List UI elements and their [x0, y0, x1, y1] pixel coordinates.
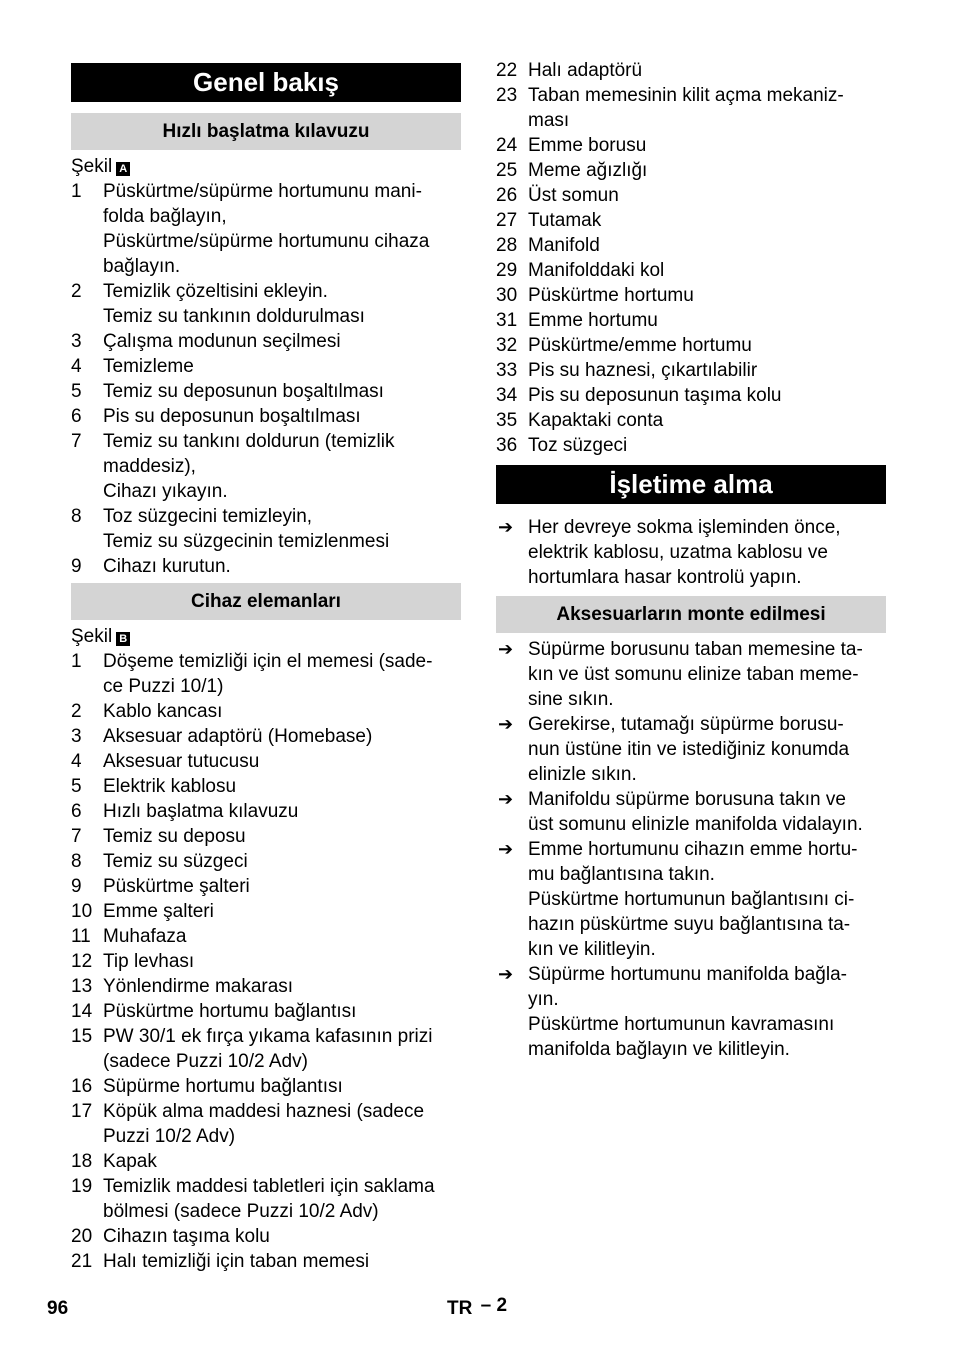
- bullet-text: manifolda bağlayın ve kilitleyin.: [528, 1039, 790, 1060]
- item-number: 28: [496, 235, 518, 256]
- item-text: Pis su deposunun boşaltılması: [103, 406, 361, 427]
- item-number: 4: [71, 751, 82, 772]
- list-item-line: [496, 158, 886, 183]
- item-number: 6: [71, 801, 82, 822]
- bullet-item: [496, 712, 886, 787]
- bullet-item-line: [496, 662, 886, 687]
- device-elements-list: [71, 624, 461, 1274]
- list-item-line: [71, 649, 461, 674]
- list-item-line: [71, 1149, 461, 1174]
- item-number: 27: [496, 210, 518, 231]
- item-number: 32: [496, 335, 518, 356]
- list-item: [71, 279, 461, 329]
- page-number: 96: [47, 1298, 69, 1319]
- bullet-item-line: [496, 937, 886, 962]
- list-item: [71, 1149, 461, 1174]
- list-item-line: [71, 774, 461, 799]
- list-item-line: [71, 179, 461, 204]
- list-item: [496, 258, 886, 283]
- bullet-item-line: [496, 887, 886, 912]
- item-text: folda bağlayın,: [103, 206, 227, 227]
- list-item: [496, 333, 886, 358]
- item-number: 3: [71, 331, 82, 352]
- list-item: [71, 1249, 461, 1274]
- item-number: 26: [496, 185, 518, 206]
- figure-label: Şekil A: [71, 154, 130, 179]
- item-text: Köpük alma maddesi haznesi (sadece: [103, 1101, 425, 1122]
- bullet-item-line: [496, 812, 886, 837]
- item-number: 17: [71, 1101, 93, 1122]
- list-item: [71, 774, 461, 799]
- item-number: 20: [71, 1226, 93, 1247]
- list-item-line: [496, 108, 886, 133]
- item-text: Püskürtme/emme hortumu: [528, 335, 752, 356]
- bullet-item-line: [496, 565, 886, 590]
- item-number: 10: [71, 901, 93, 922]
- bullet-text: Süpürme borusunu taban memesine ta-: [528, 639, 863, 660]
- list-item: [71, 1224, 461, 1249]
- item-text: bölmesi (sadece Puzzi 10/2 Adv): [103, 1201, 379, 1222]
- item-text: Temizlik çözeltisini ekleyin.: [103, 281, 328, 302]
- list-item-line: [71, 699, 461, 724]
- item-number: 21: [71, 1251, 93, 1272]
- bullet-item-line: [496, 540, 886, 565]
- item-number: 4: [71, 356, 82, 377]
- bullet-item-line: [496, 687, 886, 712]
- item-number: 13: [71, 976, 93, 997]
- bullet-text: sine sıkın.: [528, 689, 614, 710]
- bullet-item: [496, 637, 886, 712]
- bullet-item-line: [496, 962, 886, 987]
- list-item-line: [71, 279, 461, 304]
- list-item: [71, 724, 461, 749]
- bullet-text: elektrik kablosu, uzatma kablosu ve: [528, 542, 828, 563]
- list-item: [496, 83, 886, 133]
- quick-start-list: [71, 154, 461, 579]
- item-text: Halı temizliği için taban memesi: [103, 1251, 370, 1272]
- item-number: 2: [71, 281, 82, 302]
- item-text: Puzzi 10/2 Adv): [103, 1126, 236, 1147]
- arrow-right-icon: ➔: [498, 964, 514, 984]
- item-text: Cihazın taşıma kolu: [103, 1226, 270, 1247]
- list-item: [71, 1099, 461, 1149]
- item-text: Manifolddaki kol: [528, 260, 665, 281]
- bullet-text: hazın püskürtme suyu bağlantısına ta-: [528, 914, 851, 935]
- item-number: 25: [496, 160, 518, 181]
- item-number: 19: [71, 1176, 93, 1197]
- item-number: 1: [71, 651, 82, 672]
- item-text: Temizlik maddesi tabletleri için saklama: [103, 1176, 435, 1197]
- list-item-line: [71, 1124, 461, 1149]
- bullet-text: kın ve üst somunu elinize taban meme-: [528, 664, 859, 685]
- item-text: Yönlendirme makarası: [103, 976, 294, 997]
- arrow-right-icon: ➔: [498, 639, 514, 659]
- item-number: 8: [71, 851, 82, 872]
- list-item: [71, 649, 461, 699]
- item-number: 16: [71, 1076, 93, 1097]
- bullet-text: Her devreye sokma işleminden önce,: [528, 517, 841, 538]
- bullet-item-line: [496, 712, 886, 737]
- list-item-line: [71, 1174, 461, 1199]
- list-item-line: [71, 949, 461, 974]
- list-item-line: [71, 674, 461, 699]
- figure-label: Şekil B: [71, 624, 130, 649]
- list-item-line: [71, 229, 461, 254]
- list-item-line: [71, 254, 461, 279]
- list-item: [496, 283, 886, 308]
- list-item-line: [496, 283, 886, 308]
- bullet-item-line: [496, 762, 886, 787]
- bullet-item: [496, 962, 886, 1062]
- item-number: 33: [496, 360, 518, 381]
- item-text: (sadece Puzzi 10/2 Adv): [103, 1051, 308, 1072]
- item-text: Kablo kancası: [103, 701, 223, 722]
- item-text: Kapak: [103, 1151, 157, 1172]
- figure-reference: [71, 624, 461, 649]
- footer-lang-code: TR: [447, 1298, 473, 1319]
- list-item-line: [71, 1024, 461, 1049]
- bullet-item-line: [496, 637, 886, 662]
- bullet-text: nun üstüne itin ve istediğiniz konumda: [528, 739, 850, 760]
- list-item: [496, 308, 886, 333]
- list-item: [71, 799, 461, 824]
- list-item: [496, 433, 886, 458]
- commissioning-list: [496, 515, 886, 590]
- list-item: [496, 383, 886, 408]
- item-text: Püskürtme hortumu: [528, 285, 694, 306]
- list-item-line: [71, 329, 461, 354]
- item-text: Pis su haznesi, çıkartılabilir: [528, 360, 758, 381]
- list-item-line: [496, 58, 886, 83]
- item-text: ce Puzzi 10/1): [103, 676, 224, 697]
- bullet-text: yın.: [528, 989, 559, 1010]
- item-text: Üst somun: [528, 185, 619, 206]
- bullet-item-line: [496, 787, 886, 812]
- item-text: Temiz su tankının doldurulması: [103, 306, 365, 327]
- list-item-line: [71, 924, 461, 949]
- item-number: 8: [71, 506, 82, 527]
- item-text: Pis su deposunun taşıma kolu: [528, 385, 782, 406]
- list-item: [71, 1024, 461, 1074]
- list-item-line: [496, 183, 886, 208]
- list-item-line: [496, 133, 886, 158]
- list-item-line: [71, 849, 461, 874]
- bullet-item: [496, 837, 886, 962]
- figure-box-letter: A: [116, 162, 130, 176]
- bullet-text: Emme hortumunu cihazın emme hortu-: [528, 839, 858, 860]
- item-text: Temizleme: [103, 356, 194, 377]
- arrow-right-icon: ➔: [498, 839, 514, 859]
- list-item: [71, 699, 461, 724]
- item-text: Cihazı kurutun.: [103, 556, 231, 577]
- item-number: 29: [496, 260, 518, 281]
- subsection-heading-accessories: Aksesuarların monte edilmesi: [496, 596, 886, 633]
- list-item: [496, 233, 886, 258]
- bullet-text: üst somunu elinizle manifolda vidalayın.: [528, 814, 863, 835]
- item-number: 11: [71, 926, 91, 947]
- list-item: [71, 554, 461, 579]
- item-number: 2: [71, 701, 82, 722]
- item-text: Püskürtme/süpürme hortumunu mani-: [103, 181, 422, 202]
- list-item-line: [496, 258, 886, 283]
- list-item-line: [71, 404, 461, 429]
- bullet-item-line: [496, 987, 886, 1012]
- list-item: [71, 924, 461, 949]
- list-item-line: [71, 1224, 461, 1249]
- list-item: [71, 749, 461, 774]
- bullet-text: Süpürme hortumunu manifolda bağla-: [528, 964, 847, 985]
- list-item: [71, 404, 461, 429]
- list-item-line: [71, 379, 461, 404]
- bullet-item-line: [496, 837, 886, 862]
- bullet-text: Püskürtme hortumunun bağlantısını ci-: [528, 889, 855, 910]
- list-item-line: [71, 799, 461, 824]
- item-text: Manifold: [528, 235, 600, 256]
- device-elements-list-continued: [496, 58, 886, 458]
- item-text: Halı adaptörü: [528, 60, 643, 81]
- item-text: Kapaktaki conta: [528, 410, 664, 431]
- section-title-commissioning: İşletime alma: [496, 465, 886, 504]
- bullet-item-line: [496, 737, 886, 762]
- list-item: [496, 358, 886, 383]
- item-number: 23: [496, 85, 518, 106]
- list-item-line: [71, 454, 461, 479]
- item-text: Tip levhası: [103, 951, 195, 972]
- list-item-line: [71, 554, 461, 579]
- item-text: Temiz su süzgecinin temizlenmesi: [103, 531, 390, 552]
- item-text: Emme şalteri: [103, 901, 214, 922]
- item-text: Püskürtme hortumu bağlantısı: [103, 1001, 357, 1022]
- list-item-line: [496, 208, 886, 233]
- list-item-line: [71, 824, 461, 849]
- list-item-line: [71, 204, 461, 229]
- list-item-line: [71, 1249, 461, 1274]
- item-number: 3: [71, 726, 82, 747]
- item-text: Meme ağızlığı: [528, 160, 648, 181]
- item-text: Temiz su tankını doldurun (temizlik: [103, 431, 395, 452]
- item-text: Toz süzgecini temizleyin,: [103, 506, 313, 527]
- bullet-text: mu bağlantısına takın.: [528, 864, 715, 885]
- list-item: [71, 874, 461, 899]
- list-item: [71, 849, 461, 874]
- item-text: Temiz su deposunun boşaltılması: [103, 381, 384, 402]
- item-text: Taban memesinin kilit açma mekaniz-: [528, 85, 844, 106]
- list-item: [71, 504, 461, 554]
- arrow-right-icon: ➔: [498, 517, 514, 537]
- list-item-line: [71, 974, 461, 999]
- list-item-line: [71, 1049, 461, 1074]
- item-text: Temiz su süzgeci: [103, 851, 248, 872]
- item-number: 9: [71, 876, 82, 897]
- item-text: Çalışma modunun seçilmesi: [103, 331, 341, 352]
- list-item-line: [71, 354, 461, 379]
- list-item: [496, 133, 886, 158]
- item-number: 22: [496, 60, 518, 81]
- footer-language: [447, 1295, 508, 1320]
- bullet-text: hortumlara hasar kontrolü yapın.: [528, 567, 802, 588]
- list-item-line: [496, 358, 886, 383]
- item-number: 5: [71, 381, 82, 402]
- item-number: 36: [496, 435, 518, 456]
- right-column: [496, 58, 886, 1062]
- list-item-line: [71, 429, 461, 454]
- list-item: [71, 999, 461, 1024]
- item-number: 9: [71, 556, 82, 577]
- item-text: Emme borusu: [528, 135, 647, 156]
- bullet-text: kın ve kilitleyin.: [528, 939, 656, 960]
- item-number: 12: [71, 951, 93, 972]
- bullet-item-line: [496, 912, 886, 937]
- item-number: 5: [71, 776, 82, 797]
- list-item: [71, 179, 461, 279]
- accessories-list: [496, 637, 886, 1062]
- item-text: Hızlı başlatma kılavuzu: [103, 801, 299, 822]
- list-item-line: [496, 308, 886, 333]
- item-number: 7: [71, 826, 82, 847]
- item-number: 1: [71, 181, 82, 202]
- bullet-item-line: [496, 1012, 886, 1037]
- bullet-item-line: [496, 1037, 886, 1062]
- item-number: 31: [496, 310, 518, 331]
- footer-page-suffix: – 2: [480, 1295, 508, 1316]
- arrow-right-icon: ➔: [498, 789, 514, 809]
- list-item: [71, 824, 461, 849]
- list-item-line: [496, 433, 886, 458]
- list-item-line: [496, 333, 886, 358]
- list-item-line: [71, 749, 461, 774]
- item-text: ması: [528, 110, 570, 131]
- item-text: Püskürtme/süpürme hortumunu cihaza: [103, 231, 430, 252]
- list-item: [71, 899, 461, 924]
- bullet-item: [496, 787, 886, 837]
- bullet-text: Püskürtme hortumunun kavramasını: [528, 1014, 835, 1035]
- item-number: 24: [496, 135, 518, 156]
- item-number: 7: [71, 431, 82, 452]
- item-number: 35: [496, 410, 518, 431]
- subsection-heading-quick-start: Hızlı başlatma kılavuzu: [71, 113, 461, 150]
- list-item-line: [71, 504, 461, 529]
- item-text: bağlayın.: [103, 256, 181, 277]
- list-item-line: [496, 408, 886, 433]
- list-item-line: [71, 529, 461, 554]
- list-item: [496, 58, 886, 83]
- item-text: Püskürtme şalteri: [103, 876, 250, 897]
- list-item-line: [71, 899, 461, 924]
- bullet-text: Manifoldu süpürme borusuna takın ve: [528, 789, 846, 810]
- list-item-line: [71, 874, 461, 899]
- list-item-line: [71, 304, 461, 329]
- list-item-line: [71, 1099, 461, 1124]
- list-item: [496, 158, 886, 183]
- list-item: [71, 1074, 461, 1099]
- item-text: Döşeme temizliği için el memesi (sade-: [103, 651, 433, 672]
- bullet-text: elinizle sıkın.: [528, 764, 637, 785]
- item-text: maddesiz),: [103, 456, 196, 477]
- list-item-line: [71, 1074, 461, 1099]
- subsection-heading-device-elements: Cihaz elemanları: [71, 583, 461, 620]
- bullet-item-line: [496, 862, 886, 887]
- bullet-item-line: [496, 515, 886, 540]
- list-item-line: [71, 479, 461, 504]
- item-text: PW 30/1 ek fırça yıkama kafasının prizi: [103, 1026, 433, 1047]
- arrow-right-icon: ➔: [498, 714, 514, 734]
- list-item: [496, 208, 886, 233]
- item-number: 6: [71, 406, 82, 427]
- item-text: Emme hortumu: [528, 310, 658, 331]
- list-item: [496, 183, 886, 208]
- list-item-line: [496, 83, 886, 108]
- item-text: Aksesuar adaptörü (Homebase): [103, 726, 373, 747]
- list-item: [71, 974, 461, 999]
- item-text: Tutamak: [528, 210, 602, 231]
- left-column: [71, 63, 461, 1274]
- item-number: 18: [71, 1151, 93, 1172]
- item-number: 15: [71, 1026, 93, 1047]
- section-title-overview: Genel bakış: [71, 63, 461, 102]
- list-item-line: [71, 724, 461, 749]
- figure-reference: [71, 154, 461, 179]
- item-number: 14: [71, 1001, 93, 1022]
- figure-box-letter: B: [116, 632, 130, 646]
- list-item: [71, 379, 461, 404]
- list-item: [496, 408, 886, 433]
- item-text: Elektrik kablosu: [103, 776, 237, 797]
- list-item-line: [496, 233, 886, 258]
- item-text: Temiz su deposu: [103, 826, 246, 847]
- bullet-item: [496, 515, 886, 590]
- item-number: 34: [496, 385, 518, 406]
- list-item: [71, 329, 461, 354]
- list-item-line: [496, 383, 886, 408]
- item-number: 30: [496, 285, 518, 306]
- item-text: Süpürme hortumu bağlantısı: [103, 1076, 343, 1097]
- list-item-line: [71, 1199, 461, 1224]
- list-item: [71, 429, 461, 504]
- item-text: Toz süzgeci: [528, 435, 628, 456]
- list-item-line: [71, 999, 461, 1024]
- list-item: [71, 949, 461, 974]
- list-item: [71, 354, 461, 379]
- item-text: Muhafaza: [103, 926, 187, 947]
- item-text: Aksesuar tutucusu: [103, 751, 260, 772]
- bullet-text: Gerekirse, tutamağı süpürme borusu-: [528, 714, 844, 735]
- list-item: [71, 1174, 461, 1224]
- item-text: Cihazı yıkayın.: [103, 481, 228, 502]
